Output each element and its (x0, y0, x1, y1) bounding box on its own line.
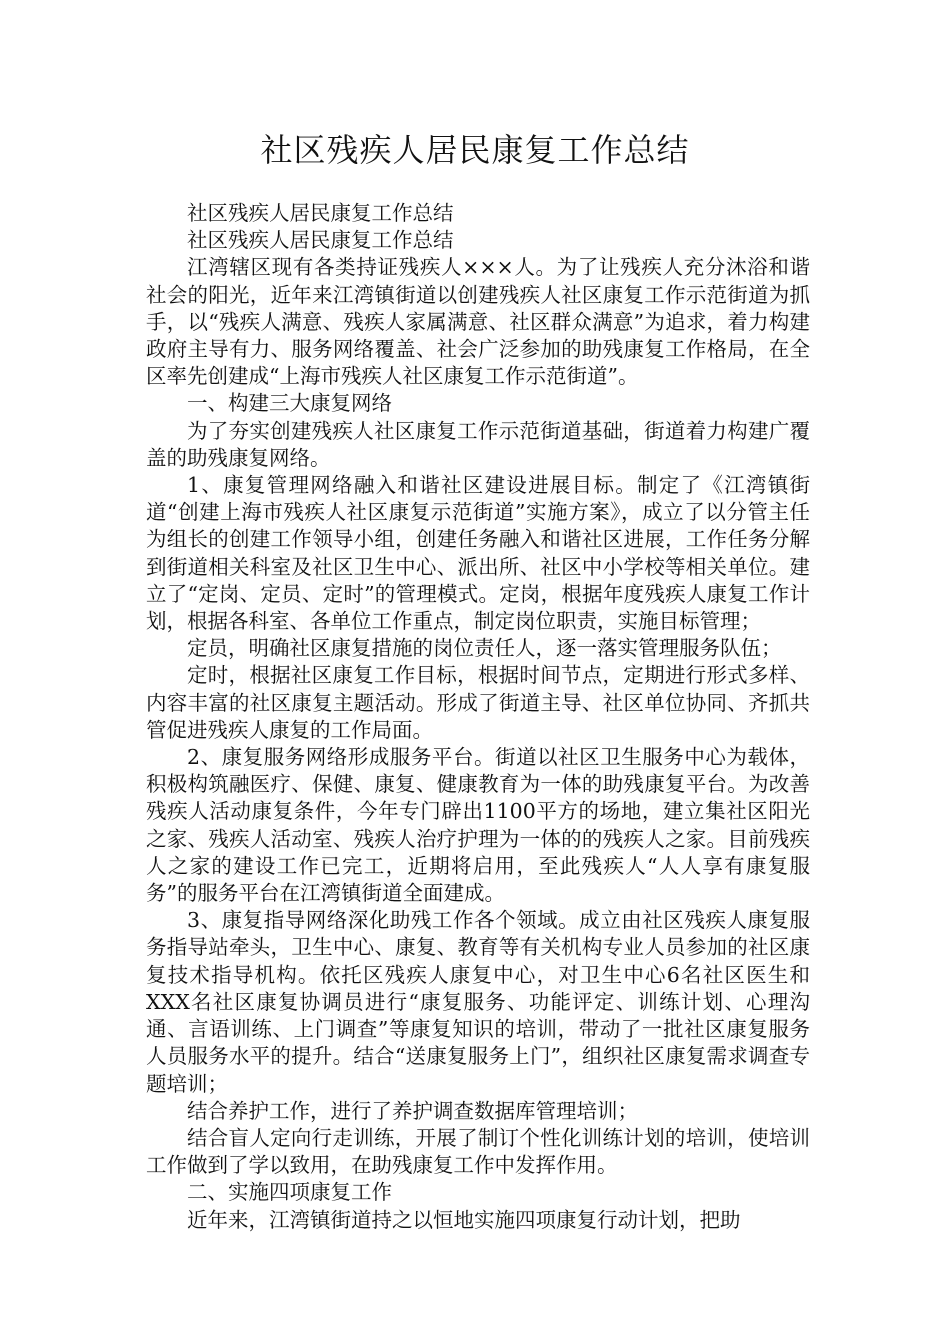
paragraph: 定员，明确社区康复措施的岗位责任人，逐一落实管理服务队伍； (187, 636, 782, 661)
paragraph: 江湾辖区现有各类持证残疾人×××人。为了让残疾人充分沐浴和谐社会的阳光，近年来江湾镇街道以创建残疾人社区康复工作示范街道为抓手，以“残疾人满意、残疾人家属满意、社区群众满意”为追求，着力构建政府主导有力、服务网络覆盖、社会广泛参加的助残康复工作格局，在全区率先创建成“上海市残疾人社区康复工作示范街道”。 (146, 255, 810, 389)
paragraph: 为了夯实创建残疾人社区康复工作示范街道基础，街道着力构建广覆盖的助残康复网络。 (146, 418, 810, 470)
paragraph: 2、康复服务网络形成服务平台。街道以社区卫生服务中心为载体，积极构筑融医疗、保健、康复、健康教育为一体的助残康复平台。为改善残疾人活动康复条件，今年专门辟出1100平方的场地，建立集社区阳光之家、残疾人活动室、残疾人治疗护理为一体的的残疾人之家。目前残疾人之家的建设工作已完工，近期将启用，至此残疾人“人人享有康复服务”的服务平台在江湾镇街道全面建成。 (146, 745, 810, 906)
paragraph: 近年来，江湾镇街道持之以恒地实施四项康复行动计划，把助 (187, 1207, 741, 1232)
paragraph: 1、康复管理网络融入和谐社区建设进展目标。制定了《江湾镇街道“创建上海市残疾人社区康复示范街道”实施方案》，成立了以分管主任为组长的创建工作领导小组，创建任务融入和谐社区进展，工作任务分解到街道相关科室及社区卫生中心、派出所、社区中小学校等相关单位。建立了“定岗、定员、定时”的管理模式。定岗，根据年度残疾人康复工作计划，根据各科室、各单位工作重点，制定岗位职责，实施目标管理； (146, 473, 810, 634)
section-heading: 二、实施四项康复工作 (187, 1180, 392, 1205)
paragraph: 3、康复指导网络深化助残工作各个领域。成立由社区残疾人康复服务指导站牵头，卫生中心、康复、教育等有关机构专业人员参加的社区康复技术指导机构。依托区残疾人康复中心，对卫生中心6名社区医生和XXX名社区康复协调员进行“康复服务、功能评定、训练计划、心理沟通、言语训练、上门调查”等康复知识的培训，带动了一批社区康复服务人员服务水平的提升。结合“送康复服务上门”，组织社区康复需求调查专题培训； (146, 908, 810, 1096)
paragraph: 定时，根据社区康复工作目标，根据时间节点，定期进行形式多样、内容丰富的社区康复主题活动。形成了街道主导、社区单位协同、齐抓共管促进残疾人康复的工作局面。 (146, 663, 810, 742)
document-body (146, 200, 810, 1234)
paragraph: 社区残疾人居民康复工作总结 (187, 228, 454, 253)
section-heading: 一、构建三大康复网络 (187, 391, 392, 416)
document-title: 社区残疾人居民康复工作总结 (260, 131, 690, 169)
paragraph: 结合养护工作，进行了养护调查数据库管理培训； (187, 1098, 638, 1123)
paragraph: 结合盲人定向行走训练，开展了制订个性化训练计划的培训，使培训工作做到了学以致用，在助残康复工作中发挥作用。 (146, 1125, 810, 1178)
paragraph: 社区残疾人居民康复工作总结 (187, 201, 454, 225)
